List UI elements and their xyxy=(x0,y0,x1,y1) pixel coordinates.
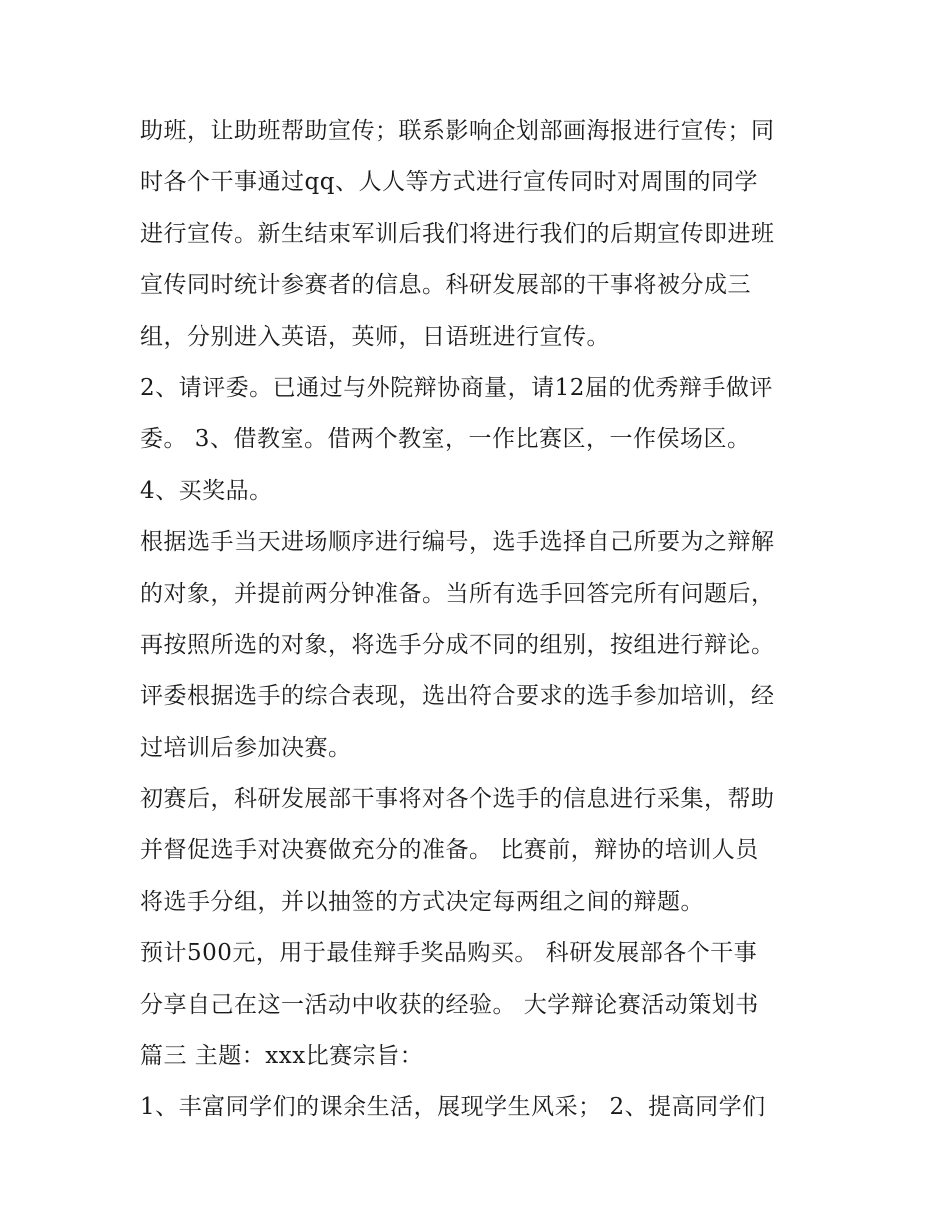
text-line: 2、请评委。已通过与外院辩协商量，请12届的优秀辩手做评 xyxy=(140,374,773,401)
text-line: 预计500元，用于最佳辩手奖品购买。 科研发展部各个干事 xyxy=(140,940,758,967)
text-line: 进行宣传。新生结束军训后我们将进行我们的后期宣传即进班 xyxy=(140,220,775,247)
text-line: 篇三 主题：xxx比赛宗旨： xyxy=(140,1043,424,1070)
text-line: 宣传同时统计参赛者的信息。科研发展部的干事将被分成三 xyxy=(140,272,751,299)
text-line: 组，分别进入英语，英师，日语班进行宣传。 xyxy=(140,323,610,350)
text-line: 并督促选手对决赛做充分的准备。 比赛前，辩协的培训人员 xyxy=(140,837,759,864)
text-line: 助班，让助班帮助宣传；联系影响企划部画海报进行宣传；同 xyxy=(140,118,775,144)
text-line: 委。 3、借教室。借两个教室，一作比赛区，一作侯场区。 xyxy=(140,426,751,453)
text-line: 评委根据选手的综合表现，选出符合要求的选手参加培训，经 xyxy=(140,683,775,710)
text-line: 过培训后参加决赛。 xyxy=(140,734,352,761)
text-line: 将选手分组，并以抽签的方式决定每两组之间的辩题。 xyxy=(140,888,704,915)
text-line: 1、丰富同学们的课余生活，展现学生风采； 2、提高同学们 xyxy=(140,1094,766,1121)
text-line: 再按照所选的对象，将选手分成不同的组别，按组进行辩论。 xyxy=(140,631,775,658)
text-line: 根据选手当天进场顺序进行编号，选手选择自己所要为之辩解 xyxy=(140,529,775,556)
text-line: 初赛后，科研发展部干事将对各个选手的信息进行采集，帮助 xyxy=(140,786,775,813)
text-line: 的对象，并提前两分钟准备。当所有选手回答完所有问题后， xyxy=(140,580,775,607)
document-body xyxy=(140,106,820,1134)
text-line: 4、买奖品。 xyxy=(140,477,273,504)
text-line: 时各个干事通过qq、人人等方式进行宣传同时对周围的同学 xyxy=(140,169,758,196)
text-line: 分享自己在这一活动中收获的经验。 大学辩论赛活动策划书 xyxy=(140,991,759,1018)
